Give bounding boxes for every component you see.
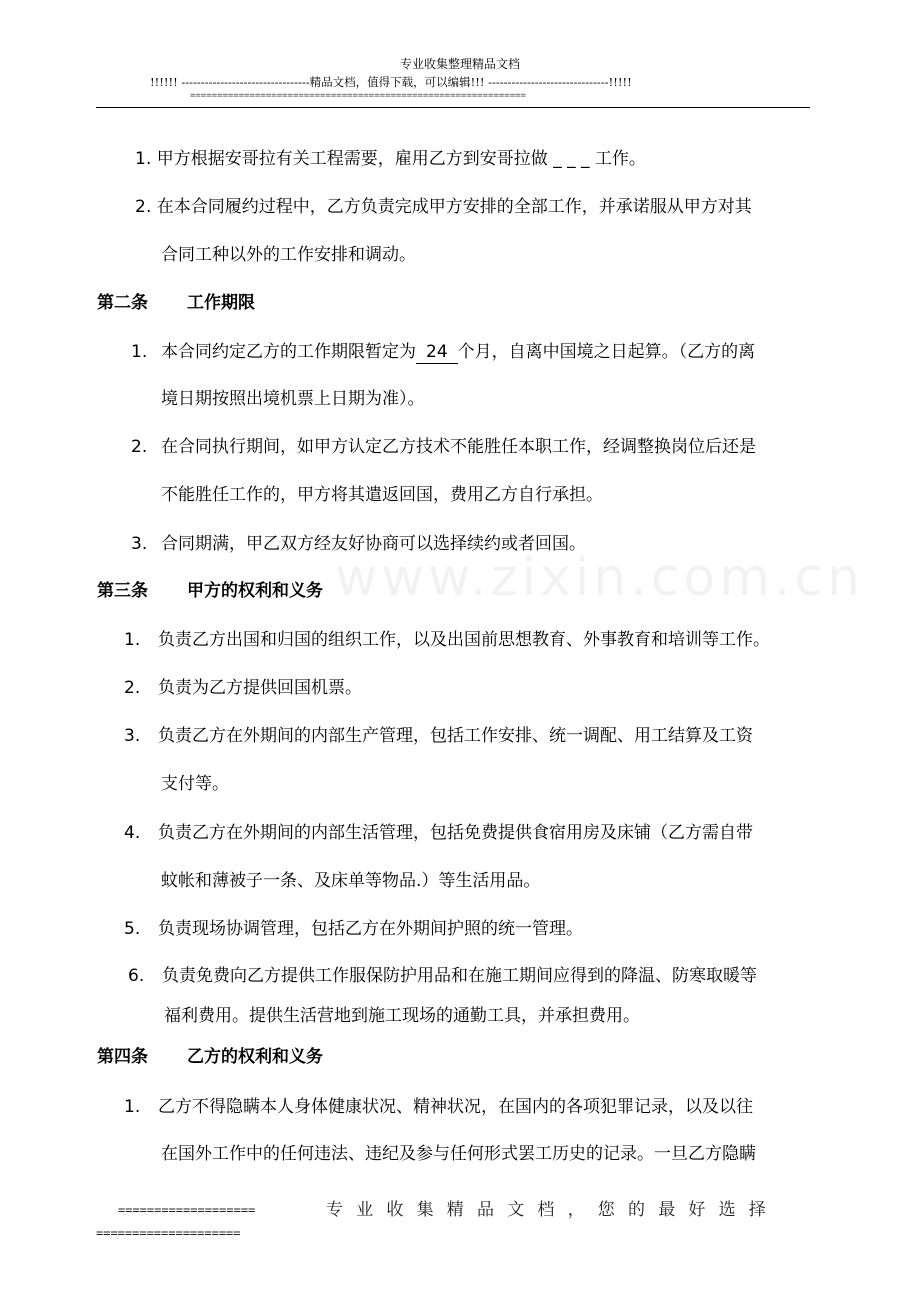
list-item-number: 2. [124, 678, 141, 698]
list-item-number: 4. [124, 823, 141, 843]
intro-item-1-text: . 甲方根据安哥拉有关工程需要，雇用乙方到安哥拉做 _ _ _ 工作。 [146, 149, 646, 169]
section-heading [97, 290, 255, 316]
list-item-number: 1. [131, 342, 148, 362]
intro-item-2-continuation: 合同工种以外的工作安排和调动。 [161, 245, 416, 265]
list-item-continuation: 境日期按照出境机票上日期为准）。 [161, 389, 425, 409]
section-title: 甲方的权利和义务 [187, 581, 323, 601]
intro-item-2-number: 2 [135, 197, 146, 217]
list-item-continuation: 福利费用。提供生活营地到施工现场的通勤工具，并承担费用。 [164, 1006, 640, 1026]
list-item-text: 负责乙方在外期间的内部生活管理，包括免费提供食宿用房及床铺（乙方需自带 [158, 823, 753, 843]
section-label: 第二条 [97, 293, 148, 313]
section-heading [97, 1044, 323, 1070]
page-header-subtitle: !!!!!! ---------------------------------精品文档，值得下载，可以编辑!!! -------------------------------!!!!! [150, 75, 632, 89]
list-item-number: 3. [131, 534, 148, 554]
list-item-text: 乙方不得隐瞒本人身体健康状况、精神状况，在国内的各项犯罪记录，以及以往 [158, 1097, 753, 1117]
list-item-text: 合同期满，甲乙双方经友好协商可以选择续约或者回国。 [161, 534, 586, 554]
list-item-text-pre: 本合同约定乙方的工作期限暂定为 [161, 342, 416, 362]
filled-blank-months: 24 [416, 341, 458, 364]
section-title: 工作期限 [187, 293, 255, 313]
intro-item-1-number: 1 [135, 149, 146, 169]
footer-rule-bottom: ==================== [96, 1226, 241, 1240]
list-item-number: 2. [131, 437, 148, 457]
list-item-text: 在合同执行期间，如甲方认定乙方技术不能胜任本职工作，经调整换岗位后还是 [161, 437, 756, 457]
watermark: www.zixin.com.cn [335, 548, 864, 608]
list-item-number: 6. [128, 966, 145, 986]
section-title: 乙方的权利和义务 [187, 1047, 323, 1067]
page-header-rule: ============================================================== [190, 91, 526, 101]
list-item-number: 1. [124, 1097, 141, 1117]
list-item-number: 5. [124, 919, 141, 939]
list-item-continuation: 蚊帐和薄被子一条、及床单等物品.）等生活用品。 [161, 871, 541, 891]
list-item-text: 负责乙方在外期间的内部生产管理，包括工作安排、统一调配、用工结算及工资 [158, 726, 753, 746]
footer-text: 专业收集精品文档，您的最好选择 [326, 1200, 779, 1220]
section-label: 第三条 [97, 581, 148, 601]
list-item-continuation: 在国外工作中的任何违法、违纪及参与任何形式罢工历史的记录。一旦乙方隐瞒 [161, 1144, 756, 1164]
list-item-text: 负责现场协调管理，包括乙方在外期间护照的统一管理。 [158, 919, 583, 939]
list-item-continuation: 不能胜任工作的，甲方将其遣返回国，费用乙方自行承担。 [161, 485, 603, 505]
list-item-text: 负责为乙方提供回国机票。 [158, 678, 362, 698]
header-divider [96, 107, 810, 108]
footer-rule-left: =================== [118, 1203, 256, 1217]
list-item-text: 负责免费向乙方提供工作服保防护用品和在施工期间应得到的降温、防寒取暖等 [162, 966, 757, 986]
page-footer [118, 1201, 794, 1219]
page-header-title: 专业收集整理精品文档 [399, 57, 520, 71]
list-item-continuation: 支付等。 [161, 774, 229, 794]
intro-item-2-text: . 在本合同履约过程中，乙方负责完成甲方安排的全部工作，并承诺服从甲方对其 [146, 197, 752, 217]
list-item-number: 3. [124, 726, 141, 746]
list-item-text [161, 339, 755, 365]
section-heading [97, 578, 323, 604]
section-label: 第四条 [97, 1047, 148, 1067]
list-item-text-post: 个月，自离中国境之日起算。（乙方的离 [457, 342, 756, 362]
list-item-number: 1. [124, 630, 141, 650]
list-item-text: 负责乙方出国和归国的组织工作，以及出国前思想教育、外事教育和培训等工作。 [158, 630, 770, 650]
